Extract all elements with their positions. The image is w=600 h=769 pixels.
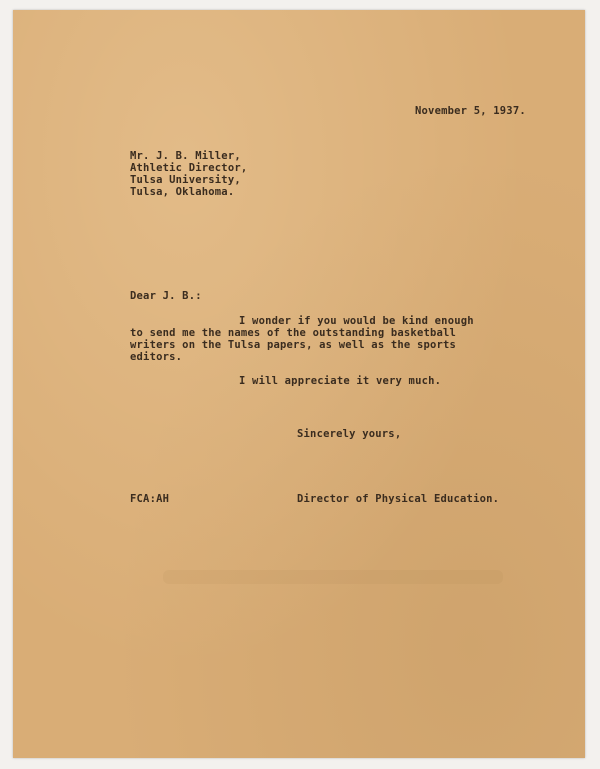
body-line-1: I wonder if you would be kind enough xyxy=(239,315,474,327)
recipient-city: Tulsa, Oklahoma. xyxy=(130,186,235,198)
faded-stain xyxy=(163,570,503,584)
signature-title: Director of Physical Education. xyxy=(297,493,500,505)
closing: Sincerely yours, xyxy=(297,428,402,440)
body-line-4: editors. xyxy=(130,351,183,363)
body-line-2: to send me the names of the outstanding basketball xyxy=(130,327,457,339)
recipient-organization: Tulsa University, xyxy=(130,174,241,186)
recipient-title: Athletic Director, xyxy=(130,162,248,174)
recipient-name: Mr. J. B. Miller, xyxy=(130,150,241,162)
letter-paper xyxy=(13,10,585,758)
salutation: Dear J. B.: xyxy=(130,290,202,302)
body-line-3: writers on the Tulsa papers, as well as the sports xyxy=(130,339,457,351)
typist-initials: FCA:AH xyxy=(130,493,170,505)
letter-date: November 5, 1937. xyxy=(415,105,526,117)
body-line-5: I will appreciate it very much. xyxy=(239,375,442,387)
